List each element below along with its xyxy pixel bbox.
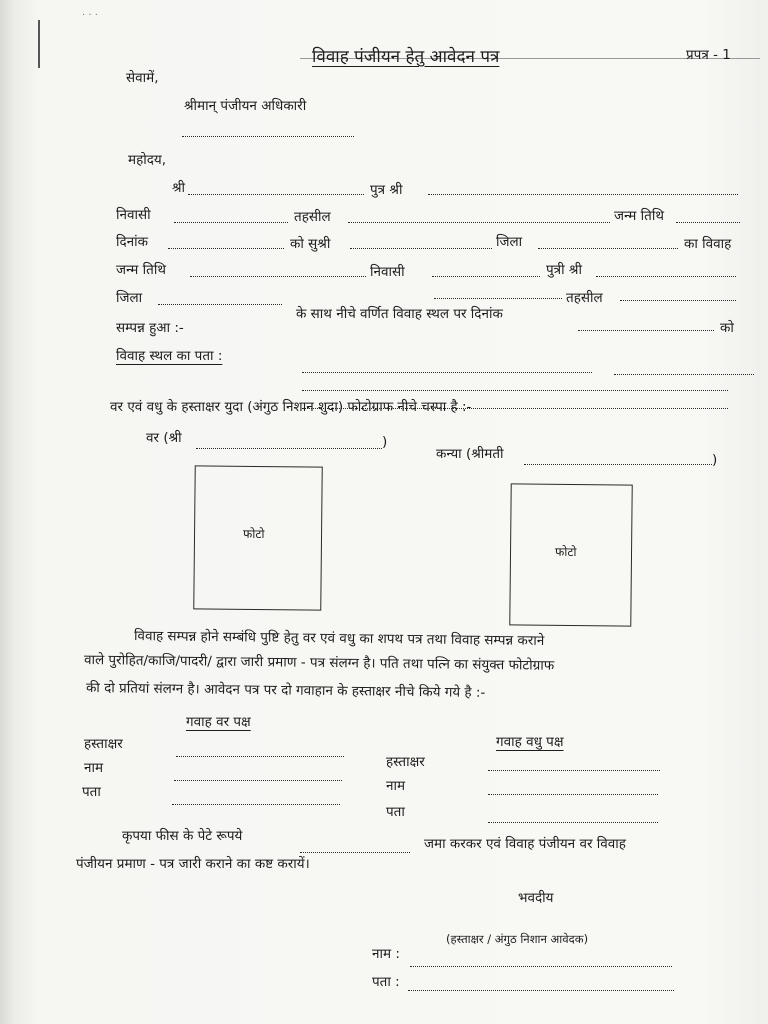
label-name-groom: नाम	[84, 760, 104, 776]
bride-name-field[interactable]	[350, 248, 492, 249]
label-ko: को	[720, 320, 734, 336]
label-signature-groom: हस्ताक्षर	[84, 736, 123, 752]
bride-photo-label: फोटो	[554, 544, 577, 560]
label-son-of: पुत्र श्री	[370, 182, 403, 198]
applicant-name-field[interactable]	[410, 966, 672, 967]
photo-instruction: वर एवं वधु के हस्ताक्षर युदा (अंगुठ निशान शुदा) फोटोग्राफ नीचे चस्पा है :-	[110, 399, 472, 415]
label-tehsil: तहसील	[294, 209, 331, 225]
label-of-marriage: का विवाह	[684, 236, 732, 252]
fee-text-line-2: पंजीयन प्रमाण - पत्र जारी कराने का कष्ट करायें।	[76, 856, 310, 872]
label-name-bride: नाम	[386, 778, 406, 794]
label-tehsil-bride: तहसील	[566, 290, 603, 306]
label-witness-groom: गवाह वर पक्ष	[186, 714, 251, 730]
officer-address-field[interactable]	[182, 136, 354, 137]
label-applicant-name: नाम :	[372, 946, 400, 962]
label-signature-bride: हस्ताक्षर	[386, 754, 425, 770]
bride-dob-field[interactable]	[190, 276, 366, 277]
form-number: प्रपत्र - 1	[686, 47, 731, 63]
groom-residence-field[interactable]	[174, 222, 288, 223]
declaration-line-3: की दो प्रतियां संलग्न है। आवेदन पत्र पर दो गवाहान के हस्ताक्षर नीचे किये गये है :-	[85, 680, 486, 701]
witness-groom-name[interactable]	[174, 780, 342, 781]
label-address-bride: पता	[386, 804, 405, 820]
venue-address-line-1b[interactable]	[614, 374, 754, 375]
label-with-miss: को सुश्री	[290, 236, 331, 252]
bride-residence-field[interactable]	[432, 276, 540, 277]
groom-photo-label: फोटो	[242, 526, 265, 542]
label-witness-bride: गवाह वधु पक्ष	[496, 734, 564, 750]
witness-bride-address[interactable]	[488, 822, 658, 823]
groom-tehsil-field[interactable]	[348, 222, 610, 223]
registrar-title: श्रीमान् पंजीयन अधिकारी	[184, 98, 307, 114]
label-district-bride: जिला	[116, 290, 143, 306]
venue-sentence: के साथ नीचे वर्णित विवाह स्थल पर दिनांक	[296, 306, 503, 322]
scan-edge-mark	[38, 20, 40, 68]
label-bride: कन्या (श्रीमती	[436, 446, 504, 462]
venue-address-line-2[interactable]	[302, 390, 728, 391]
groom-paren-close: )	[382, 434, 388, 450]
salutation-to: सेवामें,	[126, 70, 159, 86]
groom-dob-field[interactable]	[676, 222, 740, 223]
declaration-line-1: विवाह सम्पन्न होने सम्बंधि पुष्टि हेतु वर एवं वधु का शपथ पत्र तथा विवाह सम्पन्न कराने	[133, 628, 545, 650]
label-dob: जन्म तिथि	[614, 208, 664, 224]
bride-tehsil-field[interactable]	[620, 300, 736, 301]
witness-bride-name[interactable]	[488, 794, 658, 795]
fee-text: जमा करकर एवं विवाह पंजीयन वर विवाह	[424, 836, 626, 852]
label-address-groom: पता	[82, 784, 101, 800]
groom-name-field[interactable]	[188, 194, 364, 195]
groom-district-field[interactable]	[538, 248, 678, 249]
bride-paren-close: )	[712, 452, 718, 468]
witness-groom-address[interactable]	[172, 804, 340, 805]
label-daughter-of: पुत्री श्री	[546, 262, 582, 278]
label-resident-bride: निवासी	[370, 264, 405, 280]
bride-photo-box[interactable]	[509, 483, 632, 626]
label-district: जिला	[496, 234, 523, 250]
label-resident: निवासी	[116, 207, 151, 223]
label-date: दिनांक	[116, 234, 149, 250]
form-title: विवाह पंजीयन हेतु आवेदन पत्र	[312, 47, 500, 67]
witness-bride-signature[interactable]	[488, 770, 660, 771]
label-shri: श्री	[172, 180, 186, 196]
label-yours: भवदीय	[518, 890, 554, 906]
fee-amount-field[interactable]	[300, 852, 410, 853]
venue-address-line-1[interactable]	[302, 372, 592, 373]
declaration-line-2: वाले पुरोहित/काजि/पादरी/ द्वारा जारी प्रमाण - पत्र संलग्न है। पति तथा पत्नि का संयुक्त फोटोग्राफ	[83, 652, 555, 674]
label-completed: सम्पन्न हुआ :-	[116, 320, 184, 336]
label-groom: वर (श्री	[146, 430, 182, 446]
applicant-signature-caption: (हस्ताक्षर / अंगुठ निशान आवेदक)	[446, 932, 589, 946]
applicant-address-field[interactable]	[408, 990, 674, 991]
marriage-date-field[interactable]	[168, 248, 284, 249]
groom-photo-box[interactable]	[193, 465, 323, 610]
bride-district-field[interactable]	[158, 304, 282, 305]
label-venue-address: विवाह स्थल का पता :	[116, 348, 223, 364]
venue-date-field[interactable]	[578, 330, 714, 331]
groom-photo-name-field[interactable]	[196, 448, 382, 449]
bride-district-field-2[interactable]	[434, 298, 562, 299]
salutation-sir: महोदय,	[128, 152, 167, 168]
label-fee: कृपया फीस के पेटे रूपये	[122, 828, 243, 844]
witness-groom-signature[interactable]	[176, 756, 344, 757]
bride-father-field[interactable]	[596, 276, 736, 277]
scan-smudge: · · ·	[82, 10, 98, 21]
label-applicant-address: पता :	[372, 974, 400, 990]
label-dob-bride: जन्म तिथि	[116, 262, 166, 278]
groom-father-field[interactable]	[428, 194, 738, 195]
bride-photo-name-field[interactable]	[524, 464, 712, 465]
